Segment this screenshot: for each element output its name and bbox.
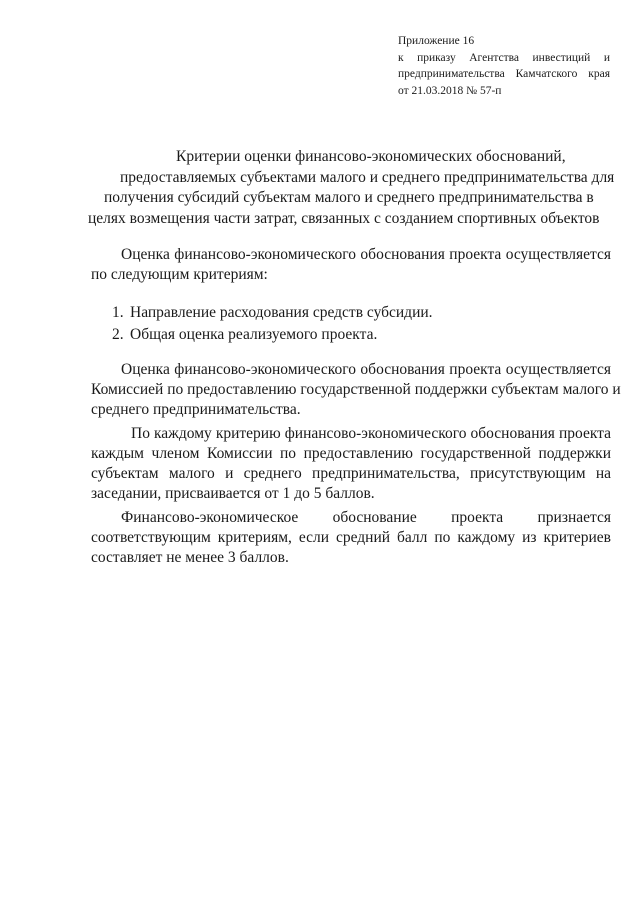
paragraph-line: Оценка финансово-экономического обоснования проекта осуществляется bbox=[121, 246, 611, 263]
paragraph-line: среднего предпринимательства. bbox=[91, 401, 301, 418]
paragraph-line: Оценка финансово-экономического обоснования проекта осуществляется bbox=[121, 361, 611, 378]
appendix-agency: предпринимательства Камчатского края bbox=[398, 68, 610, 80]
list-item bbox=[112, 302, 433, 324]
paragraph-line: По каждому критерию финансово-экономического обоснования проекта bbox=[131, 425, 611, 442]
paragraph-line: каждым членом Комиссии по предоставлению государственной поддержки bbox=[91, 445, 611, 462]
scoring-paragraph bbox=[91, 424, 611, 504]
list-item-number: 2. bbox=[112, 326, 124, 343]
commission-paragraph bbox=[91, 360, 621, 420]
document-title bbox=[80, 147, 615, 229]
title-line: предоставляемых субъектами малого и среднего предпринимательства для bbox=[120, 168, 615, 186]
list-item bbox=[112, 324, 433, 346]
paragraph-line: Финансово-экономическое обоснование проекта признается bbox=[121, 509, 611, 526]
appendix-number: Приложение 16 bbox=[398, 35, 475, 47]
intro-paragraph bbox=[91, 245, 611, 285]
paragraph-line: Комиссией по предоставлению государственной поддержки субъектам малого и bbox=[91, 381, 621, 398]
list-item-text: Общая оценка реализуемого проекта. bbox=[130, 326, 378, 343]
paragraph-line: заседании, присваивается от 1 до 5 баллов. bbox=[91, 485, 375, 502]
paragraph-line: субъектам малого и среднего предпринимательства, присутствующим на bbox=[91, 465, 611, 482]
paragraph-line: по следующим критериям: bbox=[91, 266, 268, 283]
appendix-order-date: от 21.03.2018 № 57-п bbox=[398, 84, 502, 97]
list-item-number: 1. bbox=[112, 304, 124, 321]
appendix-order-ref: к приказу Агентства инвестиций и bbox=[398, 51, 610, 64]
title-line: получения субсидий субъектам малого и среднего предпринимательства в bbox=[104, 189, 594, 206]
title-line: целях возмещения части затрат, связанных с созданием спортивных объектов bbox=[88, 209, 600, 227]
appendix-header bbox=[398, 33, 610, 99]
result-paragraph bbox=[91, 508, 611, 568]
criteria-list bbox=[112, 302, 433, 346]
list-item-text: Направление расходования средств субсидии. bbox=[130, 304, 433, 321]
paragraph-line: соответствующим критериям, если средний балл по каждому из критериев bbox=[91, 529, 611, 546]
paragraph-line: составляет не менее 3 баллов. bbox=[91, 549, 289, 566]
title-line: Критерии оценки финансово-экономических обоснований, bbox=[176, 148, 566, 165]
